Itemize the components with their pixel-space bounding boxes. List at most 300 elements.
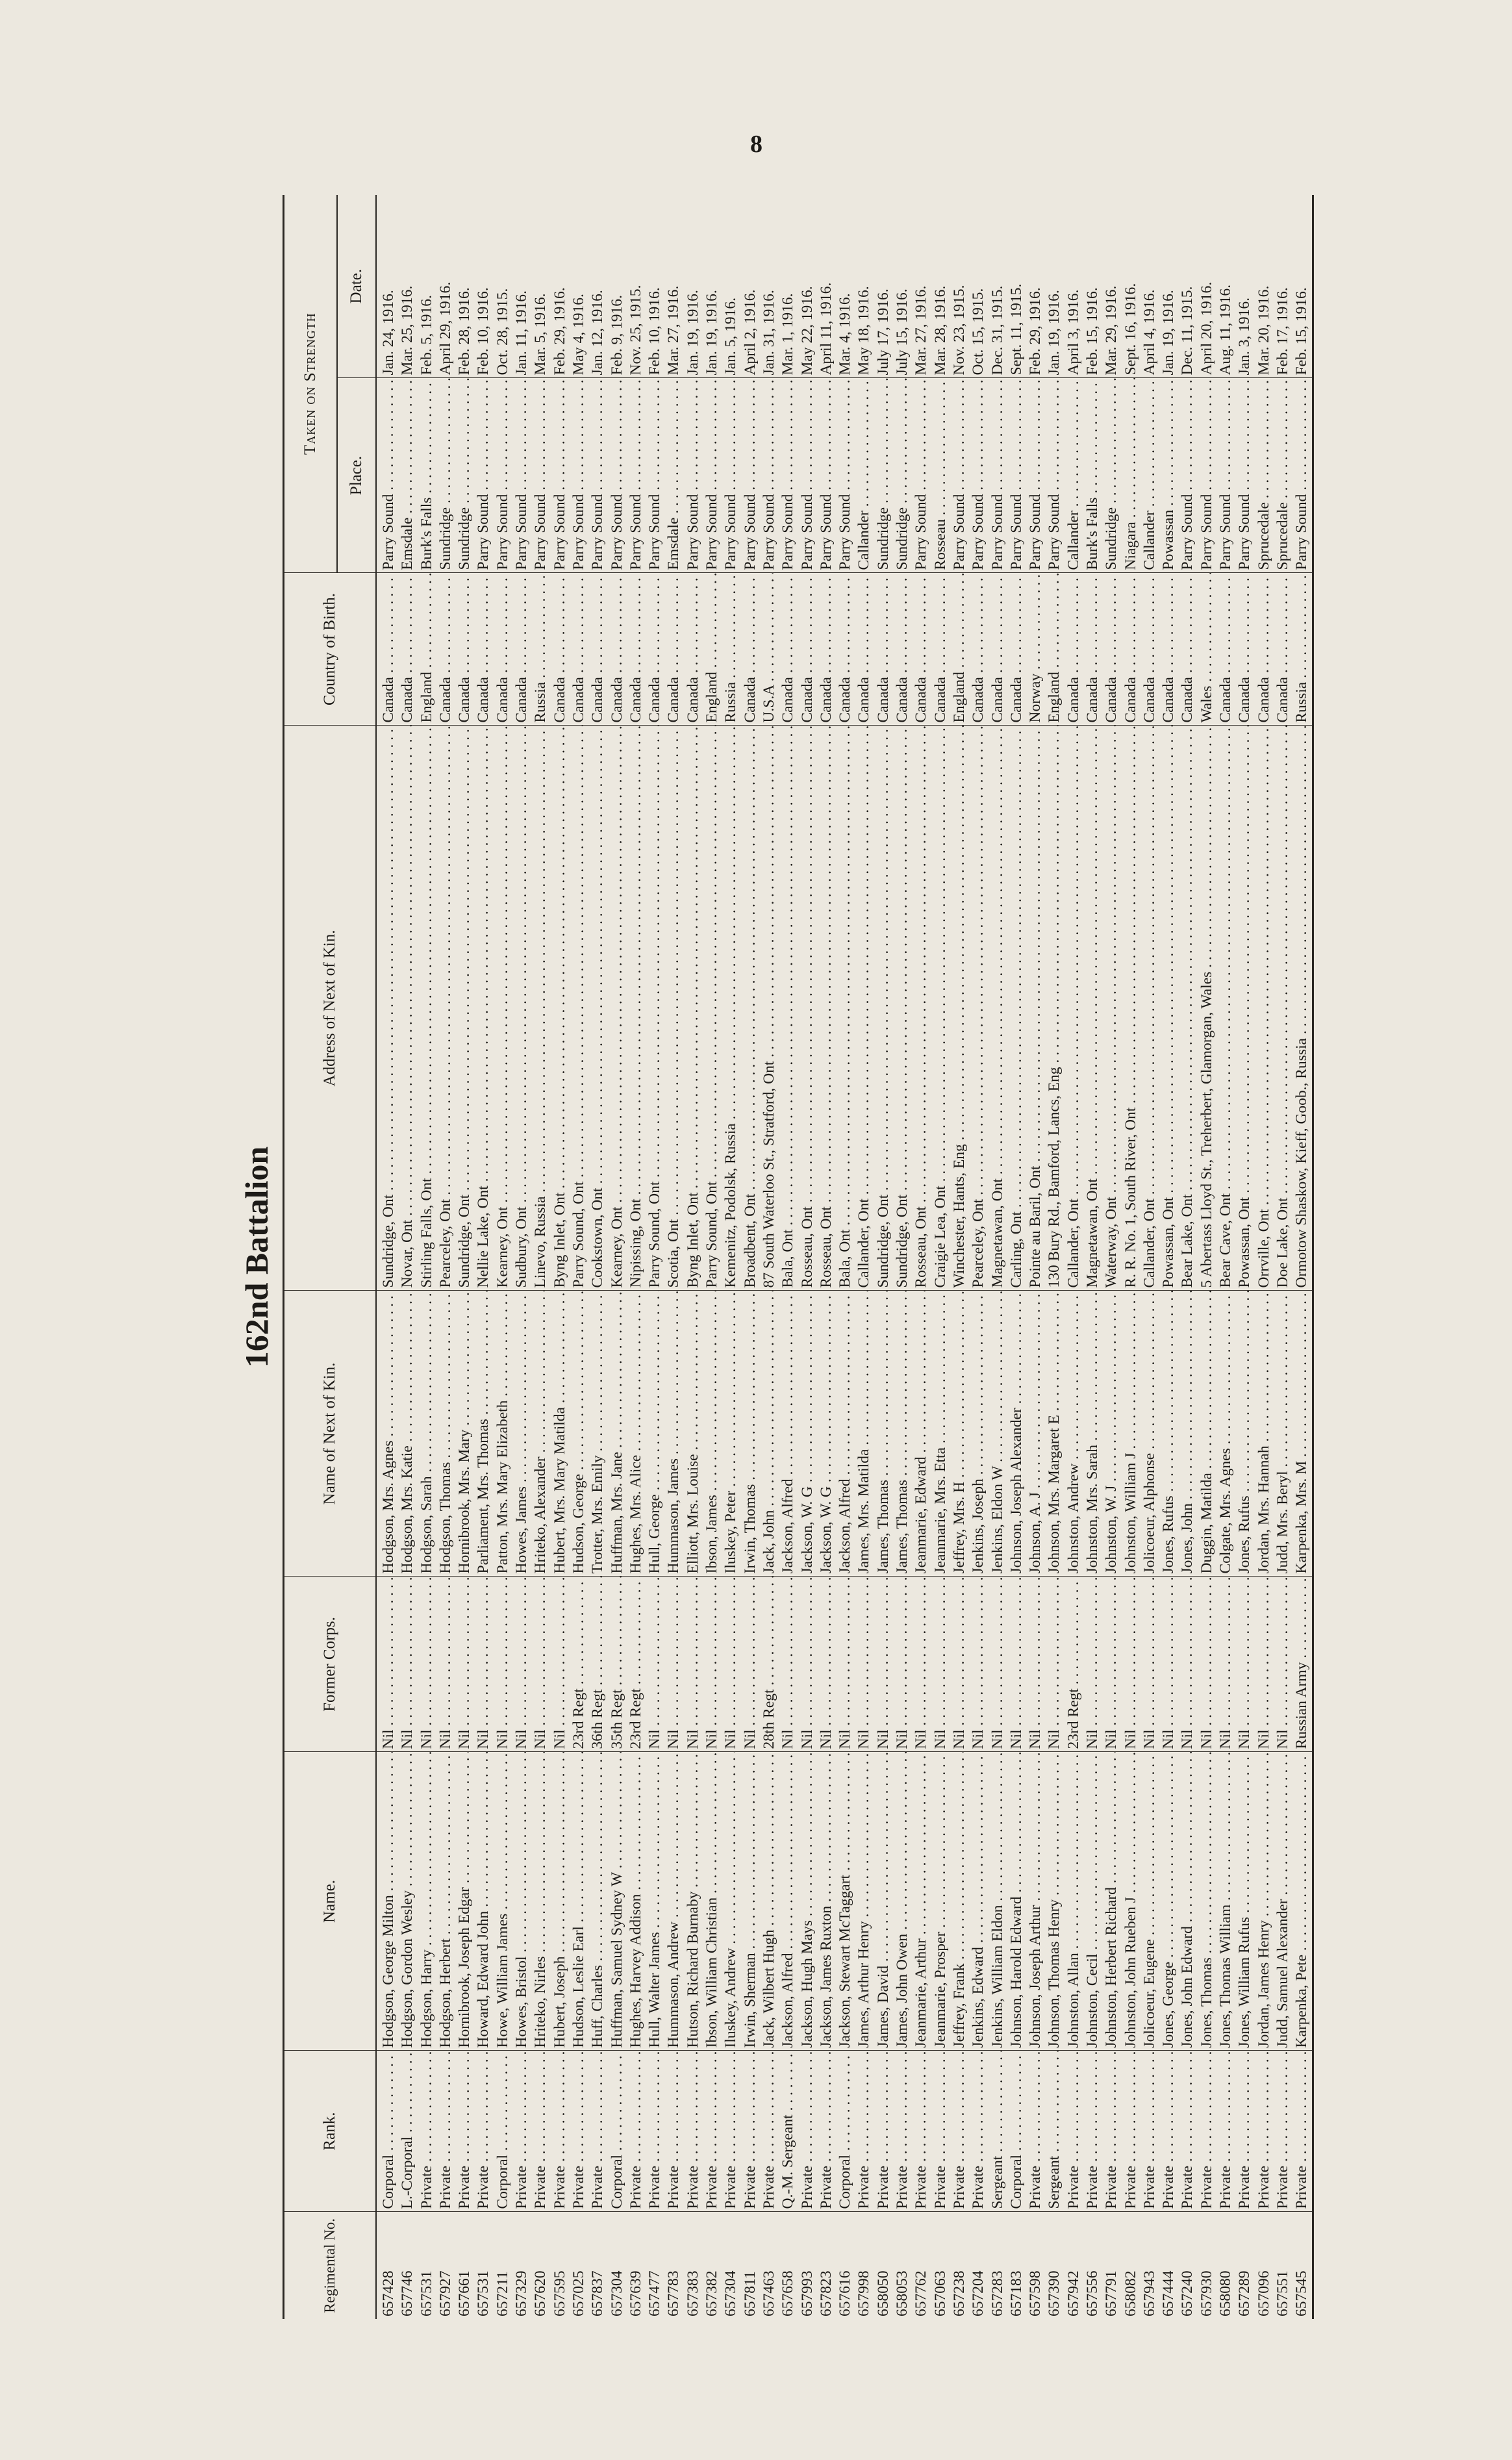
country-of-birth-cell: Canada . . . [989, 573, 1007, 726]
next-of-kin-name-cell: Irwin, Thomas . . . [741, 1291, 760, 1577]
place-cell: Parry Sound . . . [798, 378, 817, 573]
country-of-birth-cell: Canada . . . [798, 573, 817, 726]
table-row [1045, 195, 1064, 2319]
table-row [931, 195, 950, 2319]
date-cell: Nov. 25, 1915. [627, 195, 646, 378]
place-cell: Parry Sound . . . [741, 378, 760, 573]
next-of-kin-address-cell: Parry Sound, Ont . . . [570, 726, 588, 1291]
place-cell: Parry Sound . . . [989, 378, 1007, 573]
next-of-kin-address-cell: Cookstown, Ont . . . [588, 726, 607, 1291]
regimental-no-cell: 657837 [589, 2270, 607, 2316]
date-cell: Mar. 1, 1916. [779, 195, 798, 378]
country-of-birth-cell: Canada . . . [664, 573, 683, 726]
country-of-birth-cell: Canada . . . [1065, 573, 1083, 726]
name-cell: Hodgson, Harry . . . [418, 1752, 436, 2051]
regimental-no-cell: 658080 [1217, 2270, 1235, 2316]
place-cell: Niagara . . . [1122, 378, 1140, 573]
next-of-kin-address-cell: Sundridge, Ont . . . [874, 726, 893, 1291]
next-of-kin-address-cell: Callander, Ont . . . [1065, 726, 1083, 1291]
former-corps-cell: Nil . . . [1026, 1577, 1045, 1752]
country-of-birth-cell: Canada . . . [1235, 573, 1254, 726]
former-corps-cell: Nil . . . [893, 1577, 912, 1752]
country-of-birth-cell: Canada . . . [455, 573, 474, 726]
next-of-kin-name-cell: Johnston, W. J . . . [1102, 1291, 1121, 1577]
date-cell: Mar. 27, 1916. [664, 195, 683, 378]
next-of-kin-address-cell: Scotia, Ont . . . [664, 726, 683, 1291]
roster-body [376, 195, 1313, 2319]
rank-cell: Private . . . [1178, 2051, 1197, 2212]
former-corps-cell: Nil . . . [855, 1577, 874, 1752]
regimental-no-cell: 657998 [855, 2270, 873, 2316]
date-cell: Mar. 28, 1916. [931, 195, 950, 378]
country-of-birth-cell: Canada . . . [608, 573, 627, 726]
rank-cell: Private . . . [1235, 2051, 1254, 2212]
next-of-kin-name-cell: Hudson, George . . . [570, 1291, 588, 1577]
place-cell: Parry Sound . . . [779, 378, 798, 573]
next-of-kin-name-cell: Johnston, William J . . . [1122, 1291, 1140, 1577]
former-corps-cell: Nil . . . [798, 1577, 817, 1752]
former-corps-cell: Nil . . . [931, 1577, 950, 1752]
header-rank: Rank. [284, 2051, 377, 2212]
former-corps-cell: Nil . . . [741, 1577, 760, 1752]
former-corps-cell: Nil . . . [779, 1577, 798, 1752]
date-cell: Sept. 11, 1915. [1007, 195, 1026, 378]
former-corps-cell: Nil . . . [551, 1577, 570, 1752]
next-of-kin-name-cell: Colgate, Mrs. Agnes . . . [1216, 1291, 1235, 1577]
next-of-kin-name-cell: Johnson, Joseph Alexander . . . [1007, 1291, 1026, 1577]
former-corps-cell: Nil . . . [1216, 1577, 1235, 1752]
country-of-birth-cell: England . . . [418, 573, 436, 726]
regimental-no-cell: 657556 [1083, 2270, 1101, 2316]
rank-cell: Private . . . [1102, 2051, 1121, 2212]
date-cell: Feb. 10, 1916. [474, 195, 493, 378]
former-corps-cell: Nil . . . [1235, 1577, 1254, 1752]
table-row [1235, 195, 1254, 2319]
next-of-kin-name-cell: Hughes, Mrs. Alice . . . [627, 1291, 646, 1577]
name-cell: James, Arthur Henry . . . [855, 1752, 874, 2051]
country-of-birth-cell: Canada . . . [1007, 573, 1026, 726]
table-row [1083, 195, 1102, 2319]
table-row [474, 195, 493, 2319]
rank-cell: Private . . . [531, 2051, 550, 2212]
next-of-kin-address-cell: Sundridge, Ont . . . [376, 726, 398, 1291]
regimental-no-cell: 657598 [1027, 2270, 1044, 2316]
regimental-no-cell: 657304 [722, 2270, 740, 2316]
place-cell: Parry Sound . . . [570, 378, 588, 573]
next-of-kin-address-cell: Byng Inlet, Ont . . . [684, 726, 703, 1291]
next-of-kin-address-cell: Bala, Ont . . . [779, 726, 798, 1291]
country-of-birth-cell: Canada . . . [646, 573, 664, 726]
place-cell: Parry Sound . . . [703, 378, 722, 573]
next-of-kin-name-cell: Jeffrey, Mrs. H . . . [950, 1291, 969, 1577]
place-cell: Powassan . . . [1159, 378, 1178, 573]
former-corps-cell: Nil . . . [664, 1577, 683, 1752]
next-of-kin-name-cell: Jack, John . . . [760, 1291, 779, 1577]
country-of-birth-cell: Canada . . . [1274, 573, 1292, 726]
rank-cell: Private . . . [1026, 2051, 1045, 2212]
rank-cell: Private . . . [1065, 2051, 1083, 2212]
rank-cell: Private . . . [646, 2051, 664, 2212]
place-cell: Parry Sound . . . [1007, 378, 1026, 573]
place-cell: Parry Sound . . . [1216, 378, 1235, 573]
place-cell: Sundridge . . . [874, 378, 893, 573]
rank-cell: Private . . . [969, 2051, 988, 2212]
date-cell: Jan. 3, 1916. [1235, 195, 1254, 378]
name-cell: Jolicoeur, Eugene . . . [1140, 1752, 1159, 2051]
country-of-birth-cell: Canada . . . [1159, 573, 1178, 726]
former-corps-cell: Nil . . . [703, 1577, 722, 1752]
table-row [874, 195, 893, 2319]
name-cell: Huffman, Samuel Sydney W . . . [608, 1752, 627, 2051]
country-of-birth-cell: Canada . . . [1140, 573, 1159, 726]
rank-cell: Corporal . . . [1007, 2051, 1026, 2212]
country-of-birth-cell: Canada . . . [436, 573, 455, 726]
place-cell: Parry Sound . . . [551, 378, 570, 573]
rank-cell: Corporal . . . [836, 2051, 855, 2212]
next-of-kin-name-cell: Hodgson, Thomas . . . [436, 1291, 455, 1577]
name-cell: Jeffrey, Frank . . . [950, 1752, 969, 2051]
table-row [1065, 195, 1083, 2319]
rank-cell: Private . . . [418, 2051, 436, 2212]
next-of-kin-name-cell: Jordan, Mrs. Hannah . . . [1255, 1291, 1274, 1577]
regimental-no-cell: 657791 [1103, 2270, 1120, 2316]
regimental-no-cell: 658053 [894, 2270, 911, 2316]
date-cell: Feb. 28, 1916. [455, 195, 474, 378]
date-cell: Dec. 31, 1915. [989, 195, 1007, 378]
place-cell: Parry Sound . . . [684, 378, 703, 573]
country-of-birth-cell: Norway . . . [1026, 573, 1045, 726]
date-cell: April 11, 1916. [817, 195, 836, 378]
date-cell: Jan. 19, 1916. [703, 195, 722, 378]
rank-cell: Private . . . [722, 2051, 740, 2212]
next-of-kin-address-cell: Pearceley, Ont . . . [436, 726, 455, 1291]
place-cell: Parry Sound . . . [950, 378, 969, 573]
place-cell: Parry Sound . . . [722, 378, 740, 573]
date-cell: April 20, 1916. [1198, 195, 1216, 378]
date-cell: Jan. 19, 1916. [1045, 195, 1064, 378]
date-cell: Feb. 15, 1916. [1083, 195, 1102, 378]
rank-cell: Private . . . [455, 2051, 474, 2212]
rank-cell: Private . . . [1216, 2051, 1235, 2212]
regimental-no-cell: 657477 [646, 2270, 664, 2316]
rank-cell: Private . . . [627, 2051, 646, 2212]
country-of-birth-cell: Canada . . . [588, 573, 607, 726]
rank-cell: Private . . . [741, 2051, 760, 2212]
rotated-roster [231, 195, 1312, 2319]
next-of-kin-address-cell: 130 Bury Rd., Bamford, Lancs, Eng . . . [1045, 726, 1064, 1291]
name-cell: Johnston, Cecil . . . [1083, 1752, 1102, 2051]
former-corps-cell: Nil . . . [989, 1577, 1007, 1752]
date-cell: July 17, 1916. [874, 195, 893, 378]
country-of-birth-cell: England . . . [950, 573, 969, 726]
name-cell: Ibson, William Christian . . . [703, 1752, 722, 2051]
rank-cell: Private . . . [512, 2051, 531, 2212]
regimental-no-cell: 657639 [627, 2270, 644, 2316]
place-cell: Sundridge . . . [455, 378, 474, 573]
date-cell: Mar. 27, 1916. [912, 195, 931, 378]
page-number: 8 [750, 131, 762, 158]
name-cell: Jackson, Stewart McTaggart . . . [836, 1752, 855, 2051]
rank-cell: Private . . . [1122, 2051, 1140, 2212]
next-of-kin-address-cell: 5 Abertass Lloyd St., Treherbert, Glamorgan, Wales . . . [1198, 726, 1216, 1291]
next-of-kin-name-cell: James, Thomas . . . [874, 1291, 893, 1577]
rank-cell: Private . . . [703, 2051, 722, 2212]
table-row [1007, 195, 1026, 2319]
table-row [494, 195, 512, 2319]
rank-cell: Private . . . [817, 2051, 836, 2212]
place-cell: Emsdale . . . [664, 378, 683, 573]
next-of-kin-address-cell: Powassan, Ont . . . [1235, 726, 1254, 1291]
next-of-kin-address-cell: Bear Lake, Ont . . . [1178, 726, 1197, 1291]
next-of-kin-name-cell: Jenkins, Eldon W . . . [989, 1291, 1007, 1577]
next-of-kin-name-cell: Jackson, W. G . . . [817, 1291, 836, 1577]
place-cell: Emsdale . . . [398, 378, 417, 573]
table-row [588, 195, 607, 2319]
table-row [1159, 195, 1178, 2319]
regimental-no-cell: 657927 [436, 2270, 454, 2316]
place-cell: Sprucedale . . . [1255, 378, 1274, 573]
country-of-birth-cell: Canada . . . [817, 573, 836, 726]
place-cell: Parry Sound . . . [817, 378, 836, 573]
regimental-no-cell: 657289 [1236, 2270, 1254, 2316]
date-cell: April 2, 1916. [741, 195, 760, 378]
former-corps-cell: Nil . . . [512, 1577, 531, 1752]
table-row [1102, 195, 1121, 2319]
former-corps-cell: 23rd Regt . . . [1065, 1577, 1083, 1752]
former-corps-cell: Nil . . . [1255, 1577, 1274, 1752]
name-cell: Jenkins, Edward . . . [969, 1752, 988, 2051]
place-cell: Parry Sound . . . [836, 378, 855, 573]
date-cell: Jan. 24, 1916. [376, 195, 398, 378]
name-cell: Jenkins, William Eldon . . . [989, 1752, 1007, 2051]
regimental-no-cell: 657283 [989, 2270, 1006, 2316]
date-cell: Oct. 15, 1915. [969, 195, 988, 378]
date-cell: Feb. 10, 1916. [646, 195, 664, 378]
date-cell: Aug. 11, 1916. [1216, 195, 1235, 378]
name-cell: Jackson, Hugh Mays . . . [798, 1752, 817, 2051]
table-row [989, 195, 1007, 2319]
next-of-kin-address-cell: Bala, Ont . . . [836, 726, 855, 1291]
next-of-kin-address-cell: Kearney, Ont . . . [608, 726, 627, 1291]
rank-cell: Private . . . [474, 2051, 493, 2212]
date-cell: Mar. 29, 1916. [1102, 195, 1121, 378]
country-of-birth-cell: Canada . . . [969, 573, 988, 726]
country-of-birth-cell: Canada . . . [512, 573, 531, 726]
place-cell: Parry Sound . . . [627, 378, 646, 573]
next-of-kin-name-cell: Johnson, Mrs. Margaret E . . . [1045, 1291, 1064, 1577]
table-row [436, 195, 455, 2319]
table-row [1255, 195, 1274, 2319]
country-of-birth-cell: Canada . . . [494, 573, 512, 726]
rank-cell: Private . . . [912, 2051, 931, 2212]
country-of-birth-cell: Wales . . . [1198, 573, 1216, 726]
name-cell: Hodgson, Herbert . . . [436, 1752, 455, 2051]
place-cell: Burk's Falls . . . [418, 378, 436, 573]
regimental-no-cell: 657595 [551, 2270, 568, 2316]
regimental-no-cell: 657304 [608, 2270, 625, 2316]
next-of-kin-name-cell: Johnston, Andrew . . . [1065, 1291, 1083, 1577]
country-of-birth-cell: Canada . . . [855, 573, 874, 726]
country-of-birth-cell: Canada . . . [779, 573, 798, 726]
place-cell: Parry Sound . . . [969, 378, 988, 573]
date-cell: April 29, 1916. [436, 195, 455, 378]
next-of-kin-address-cell: Sundridge, Ont . . . [455, 726, 474, 1291]
rank-cell: Sergeant . . . [989, 2051, 1007, 2212]
next-of-kin-address-cell: Sundridge, Ont . . . [893, 726, 912, 1291]
date-cell: Feb. 5, 1916. [418, 195, 436, 378]
next-of-kin-name-cell: Trotter, Mrs. Emily . . . [588, 1291, 607, 1577]
name-cell: Johnson, Harold Edward . . . [1007, 1752, 1026, 2051]
next-of-kin-name-cell: Jolicoeur, Alphonse . . . [1140, 1291, 1159, 1577]
table-row [531, 195, 550, 2319]
table-row [836, 195, 855, 2319]
rank-cell: L.-Corporal . . . [398, 2051, 417, 2212]
former-corps-cell: Nil . . . [1122, 1577, 1140, 1752]
regimental-no-cell: 657620 [532, 2270, 549, 2316]
former-corps-cell: Nil . . . [398, 1577, 417, 1752]
name-cell: Hull, Walter James . . . [646, 1752, 664, 2051]
rank-cell: Private . . . [1083, 2051, 1102, 2212]
date-cell: April 3, 1916. [1065, 195, 1083, 378]
place-cell: Sundridge . . . [1102, 378, 1121, 573]
next-of-kin-address-cell: Parry Sound, Ont . . . [703, 726, 722, 1291]
regimental-no-cell: 658082 [1122, 2270, 1139, 2316]
regimental-no-cell: 657661 [456, 2270, 473, 2316]
place-cell: Rosseau . . . [931, 378, 950, 573]
regimental-no-cell: 657811 [741, 2271, 759, 2316]
header-former-corps: Former Corps. [284, 1577, 377, 1752]
regimental-no-cell: 657390 [1046, 2270, 1063, 2316]
rank-cell: Corporal . . . [376, 2051, 398, 2212]
former-corps-cell: Nil . . . [1045, 1577, 1064, 1752]
country-of-birth-cell: England . . . [1045, 573, 1064, 726]
place-cell: Parry Sound . . . [1045, 378, 1064, 573]
next-of-kin-name-cell: Hummason, James . . . [664, 1291, 683, 1577]
former-corps-cell: 23rd Regt . . . [627, 1577, 646, 1752]
next-of-kin-address-cell: Sudbury, Ont . . . [512, 726, 531, 1291]
rank-cell: Private . . . [874, 2051, 893, 2212]
table-row [1178, 195, 1197, 2319]
regimental-no-cell: 657063 [931, 2270, 949, 2316]
name-cell: Hummason, Andrew . . . [664, 1752, 683, 2051]
name-cell: Jack, Wilbert Hugh . . . [760, 1752, 779, 2051]
rank-cell: Private . . . [570, 2051, 588, 2212]
next-of-kin-name-cell: Parliament, Mrs. Thomas . . . [474, 1291, 493, 1577]
next-of-kin-name-cell: Howes, James . . . [512, 1291, 531, 1577]
next-of-kin-name-cell: James, Thomas . . . [893, 1291, 912, 1577]
country-of-birth-cell: Canada . . . [874, 573, 893, 726]
next-of-kin-name-cell: Hubert, Mrs. Mary Matilda . . . [551, 1291, 570, 1577]
country-of-birth-cell: U.S.A . . . [760, 573, 779, 726]
regimental-no-cell: 657238 [950, 2270, 968, 2316]
regimental-no-cell: 657211 [494, 2271, 511, 2316]
former-corps-cell: Nil . . . [874, 1577, 893, 1752]
regimental-no-cell: 657531 [418, 2270, 435, 2316]
place-cell: Parry Sound . . . [912, 378, 931, 573]
name-cell: James, David . . . [874, 1752, 893, 2051]
place-cell: Parry Sound . . . [1026, 378, 1045, 573]
date-cell: Nov. 23, 1915. [950, 195, 969, 378]
rank-cell: Private . . . [798, 2051, 817, 2212]
next-of-kin-name-cell: Elliott, Mrs. Louise . . . [684, 1291, 703, 1577]
header-regimental-no: Regimental No. [284, 2212, 377, 2319]
former-corps-cell: Nil . . . [1102, 1577, 1121, 1752]
header-place: Place. [337, 378, 376, 573]
name-cell: Howe, William James . . . [494, 1752, 512, 2051]
table-row [741, 195, 760, 2319]
former-corps-cell: Nil . . . [436, 1577, 455, 1752]
country-of-birth-cell: Canada . . . [627, 573, 646, 726]
date-cell: Feb. 15, 1916. [1292, 195, 1313, 378]
name-cell: Karpenka, Pete . . . [1292, 1752, 1313, 2051]
next-of-kin-address-cell: Rosseau, Ont . . . [912, 726, 931, 1291]
rank-cell: Private . . . [1140, 2051, 1159, 2212]
country-of-birth-cell: Canada . . . [1102, 573, 1121, 726]
rank-cell: Q.-M. Sergeant . . . [779, 2051, 798, 2212]
name-cell: Hodgson, Gordon Wesley . . . [398, 1752, 417, 2051]
place-cell: Callander . . . [1065, 378, 1083, 573]
regimental-no-cell: 657463 [760, 2270, 777, 2316]
regimental-no-cell: 657531 [475, 2270, 492, 2316]
rank-cell: Corporal . . . [494, 2051, 512, 2212]
place-cell: Parry Sound . . . [474, 378, 493, 573]
place-cell: Parry Sound . . . [646, 378, 664, 573]
next-of-kin-address-cell: Bear Cave, Ont . . . [1216, 726, 1235, 1291]
table-row [855, 195, 874, 2319]
table-row [1198, 195, 1216, 2319]
rank-cell: Private . . . [931, 2051, 950, 2212]
regimental-no-cell: 657545 [1293, 2270, 1311, 2316]
date-cell: May 22, 1916. [798, 195, 817, 378]
date-cell: July 15, 1916. [893, 195, 912, 378]
rank-cell: Private . . . [684, 2051, 703, 2212]
country-of-birth-cell: Canada . . . [398, 573, 417, 726]
name-cell: Johnston, Allan . . . [1065, 1752, 1083, 2051]
next-of-kin-name-cell: Jenkins, Joseph . . . [969, 1291, 988, 1577]
table-row [1292, 195, 1313, 2319]
next-of-kin-name-cell: Duggin, Matilda . . . [1198, 1291, 1216, 1577]
next-of-kin-address-cell: Carling, Ont . . . [1007, 726, 1026, 1291]
table-row [798, 195, 817, 2319]
next-of-kin-address-cell: Stirling Falls, Ont . . . [418, 726, 436, 1291]
next-of-kin-address-cell: Winchester, Hants, Eng . . . [950, 726, 969, 1291]
country-of-birth-cell: Russia . . . [1292, 573, 1313, 726]
table-row [455, 195, 474, 2319]
place-cell: Sundridge . . . [436, 378, 455, 573]
next-of-kin-address-cell: Ormotow Shaskow, Kieff, Goob., Russia . . . [1292, 726, 1313, 1291]
country-of-birth-cell: Canada . . . [551, 573, 570, 726]
table-row [1274, 195, 1292, 2319]
country-of-birth-cell: England . . . [703, 573, 722, 726]
former-corps-cell: Nil . . . [455, 1577, 474, 1752]
name-cell: Jones, John Edward . . . [1178, 1752, 1197, 2051]
place-cell: Callander . . . [855, 378, 874, 573]
next-of-kin-name-cell: Jackson, Alfred . . . [779, 1291, 798, 1577]
next-of-kin-address-cell: Broadbent, Ont . . . [741, 726, 760, 1291]
former-corps-cell: Nil . . . [950, 1577, 969, 1752]
next-of-kin-name-cell: Hodgson, Mrs. Katie . . . [398, 1291, 417, 1577]
rank-cell: Private . . . [1198, 2051, 1216, 2212]
country-of-birth-cell: Canada . . . [1178, 573, 1197, 726]
regimental-no-cell: 658050 [874, 2270, 892, 2316]
name-cell: Howes, Bristol . . . [512, 1752, 531, 2051]
date-cell: Mar. 20, 1916. [1255, 195, 1274, 378]
place-cell: Sundridge . . . [893, 378, 912, 573]
name-cell: Jones, Thomas William . . . [1216, 1752, 1235, 2051]
next-of-kin-address-cell: Rosseau, Ont . . . [817, 726, 836, 1291]
next-of-kin-name-cell: Hull, George . . . [646, 1291, 664, 1577]
regimental-no-cell: 657616 [837, 2270, 854, 2316]
